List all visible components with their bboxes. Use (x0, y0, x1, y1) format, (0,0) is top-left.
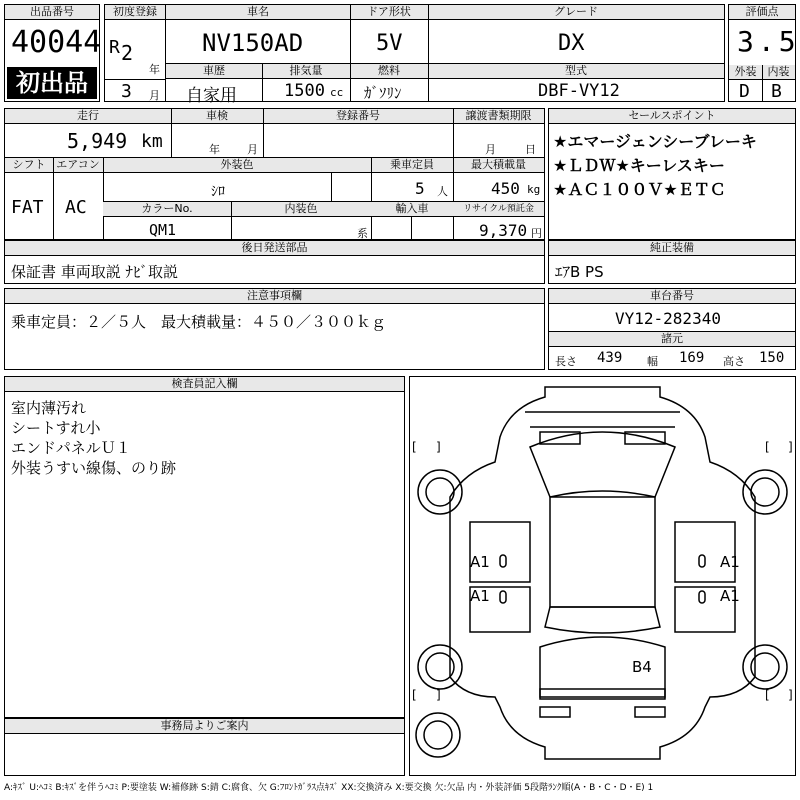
genuine-label: 純正装備 (549, 241, 795, 256)
width-label: 幅 (647, 355, 658, 368)
registration-year: 2 (121, 41, 134, 65)
score-box (728, 4, 800, 102)
interior-label: 内装 (762, 65, 795, 80)
lot-box (4, 4, 100, 102)
grade-value: DX (558, 31, 585, 56)
details-box (4, 108, 545, 240)
mileage-unit: km (141, 131, 163, 152)
registration-era: R (109, 37, 120, 58)
height-value: 150 (759, 350, 785, 366)
transfer-month-unit: 月 (485, 143, 496, 156)
mileage-value: 5,949 (67, 129, 128, 153)
car-diagram-svg (410, 377, 795, 775)
import-label: 輸入車 (371, 202, 453, 217)
grade-label: グレード (428, 5, 724, 20)
office-box (4, 718, 405, 776)
svg-text:[: [ (765, 688, 770, 702)
door-label: ドア形状 (350, 5, 428, 20)
exterior-value: D (739, 81, 750, 102)
max-load-value: 450 (491, 179, 520, 198)
svg-text:]: ] (788, 440, 793, 454)
spec-row-box (165, 63, 725, 106)
max-load-label: 最大積載量 (453, 158, 544, 173)
svg-text:[: [ (412, 688, 417, 702)
inspector-label: 検査員記入欄 (5, 377, 404, 392)
svg-text:[: [ (765, 440, 770, 454)
registration-label: 初度登録 (105, 5, 165, 20)
fuel-label: 燃料 (350, 64, 428, 79)
fuel-value: ｶﾞｿﾘﾝ (364, 84, 402, 102)
later-parts-label: 後日発送部品 (5, 241, 544, 256)
damage-mark-left-rear-door: A1 (470, 587, 490, 605)
door-value: 5V (376, 31, 403, 56)
registration-month-unit: 月 (149, 89, 160, 102)
later-parts-box (4, 240, 545, 284)
capacity-unit: 人 (437, 185, 448, 198)
sales-points-label: セールスポイント (549, 109, 795, 124)
width-value: 169 (679, 350, 705, 366)
chassis-box (548, 288, 796, 370)
int-color-unit: 系 (357, 227, 368, 240)
notes-label: 注意事項欄 (5, 289, 544, 304)
notes-value: 乗車定員：２／５人 最大積載量：４５０／３００ｋｇ (11, 313, 387, 331)
transfer-day-unit: 日 (525, 143, 536, 156)
score-value: 3.5 (737, 25, 800, 58)
length-value: 439 (597, 350, 623, 366)
int-color-label: 内装色 (231, 202, 371, 217)
inspection-month-unit: 月 (247, 143, 258, 156)
office-label: 事務局よりご案内 (5, 719, 404, 734)
capacity-label: 乗車定員 (371, 158, 453, 173)
lot-number: 40044 (11, 25, 102, 60)
recycle-unit: 円 (531, 227, 542, 240)
svg-text:]: ] (436, 440, 441, 454)
recycle-value: 9,370 (479, 221, 528, 240)
interior-value: B (771, 81, 782, 102)
inspector-line-3: エンドパネルＵ１ (11, 439, 131, 457)
displacement-unit: cc (330, 86, 344, 99)
dims-label: 諸元 (549, 332, 795, 347)
height-label: 高さ (723, 355, 745, 368)
regno-label: 登録番号 (263, 109, 453, 124)
transfer-label: 譲渡書類期限 (453, 109, 544, 124)
sales-points-box (548, 108, 796, 240)
damage-mark-right-front-door: A1 (720, 553, 740, 571)
chassis-value: VY12-282340 (615, 309, 721, 328)
capacity-value: 5 (415, 179, 425, 198)
name-grade-box (165, 4, 725, 64)
lot-label: 出品番号 (5, 5, 99, 20)
chassis-label: 車台番号 (549, 289, 795, 304)
sales-point-1: ★エマージェンシーブレーキ (553, 132, 757, 151)
aircon-value: AC (65, 197, 87, 218)
shift-value: FAT (11, 197, 44, 218)
sales-point-2: ★ＬＤＷ★キーレスキー (553, 156, 725, 175)
registration-month: 3 (121, 81, 132, 102)
damage-mark-right-rear-door: A1 (720, 587, 740, 605)
model-label: 型式 (428, 64, 724, 79)
damage-mark-rear-hatch: B4 (632, 658, 652, 676)
notes-box (4, 288, 545, 370)
svg-text:]: ] (788, 688, 793, 702)
shift-label: シフト (5, 158, 53, 173)
car-name-label: 車名 (166, 5, 350, 20)
history-label: 車歴 (166, 64, 262, 79)
genuine-box (548, 240, 796, 284)
displacement-label: 排気量 (262, 64, 350, 79)
model-value: DBF-VY12 (538, 81, 620, 101)
svg-text:[: [ (412, 440, 417, 454)
inspector-box (4, 376, 405, 718)
displacement-value: 1500 (284, 81, 325, 101)
svg-text:]: ] (436, 688, 441, 702)
later-parts-value: 保証書 車両取説 ﾅﾋﾞ取説 (11, 263, 179, 281)
color-no-label: カラーNo. (103, 202, 231, 217)
genuine-value: ｴｱB PS (555, 263, 604, 281)
mileage-label: 走行 (5, 109, 171, 124)
car-name-value: NV150AD (202, 29, 304, 57)
inspector-line-4: 外装うすい線傷、のり跡 (11, 459, 177, 477)
score-label: 評価点 (729, 5, 795, 20)
registration-year-unit: 年 (149, 63, 160, 76)
aircon-label: エアコン (53, 158, 103, 173)
color-no-value: QM1 (149, 221, 177, 239)
ext-color-value: ｼﾛ (211, 184, 225, 200)
inspection-year-unit: 年 (209, 143, 220, 156)
length-label: 長さ (555, 355, 577, 368)
damage-mark-left-front-door: A1 (470, 553, 490, 571)
inspector-line-1: 室内薄汚れ (11, 399, 87, 417)
car-diagram (409, 376, 796, 776)
legend-text: A:ｷｽﾞ U:ﾍｺﾐ B:ｷｽﾞを伴うﾍｺﾐ P:要塗装 W:補修跡 S:錆 C:腐食、欠 G:ﾌﾛﾝﾄｶﾞﾗｽ点ｷｽﾞ XX:交換済み X:要交換 欠:欠品 内・外装評価 5段階ﾗﾝｸ順(A・B・C・D・E) 1 (4, 783, 654, 793)
inspector-line-2: シートすれ小 (11, 419, 101, 437)
max-load-unit: kg (527, 183, 541, 196)
sales-point-3: ★ＡＣ１００Ｖ★ＥＴＣ (553, 180, 726, 199)
first-listing-badge: 初出品 (7, 67, 97, 99)
exterior-label: 外装 (729, 65, 762, 80)
recycle-label: リサイクル預託金 (453, 202, 544, 217)
ext-color-label: 外装色 (103, 158, 371, 173)
history-value: 自家用 (186, 86, 237, 106)
registration-box (104, 4, 166, 102)
inspection-label: 車検 (171, 109, 263, 124)
